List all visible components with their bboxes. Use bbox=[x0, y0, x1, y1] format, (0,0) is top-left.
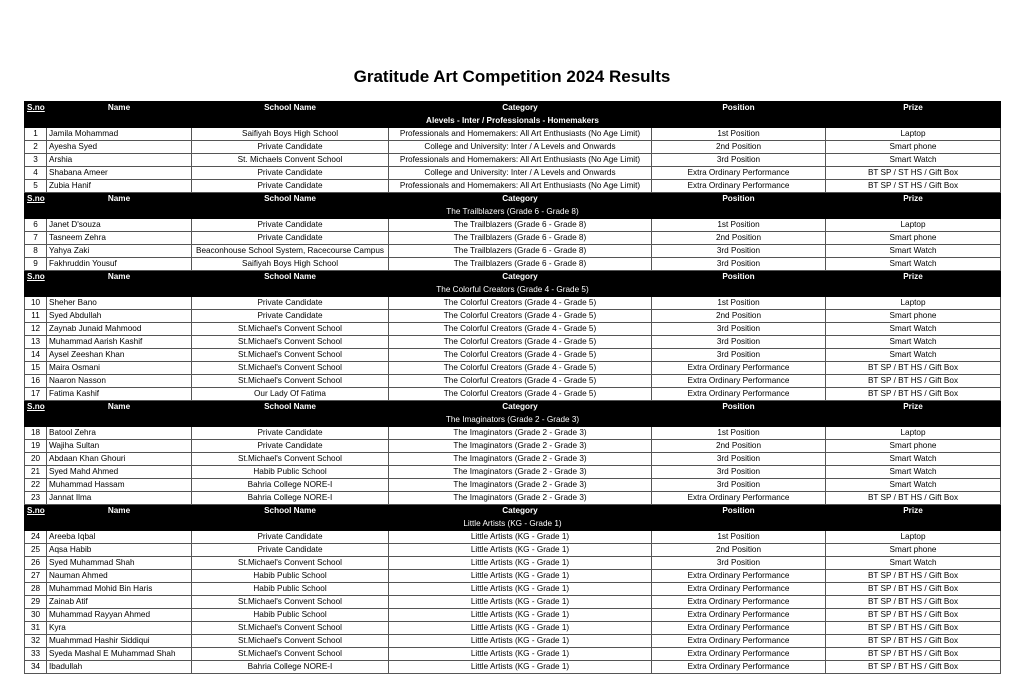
school-cell: Private Candidate bbox=[192, 440, 389, 453]
school-cell: St.Michael's Convent School bbox=[192, 362, 389, 375]
table-row bbox=[25, 453, 1001, 466]
category-cell: Little Artists (KG - Grade 1) bbox=[389, 648, 652, 661]
category-cell: The Colorful Creators (Grade 4 - Grade 5) bbox=[389, 375, 652, 388]
school-cell: Private Candidate bbox=[192, 167, 389, 180]
school-cell: Habib Public School bbox=[192, 570, 389, 583]
section-title: The Trailblazers (Grade 6 - Grade 8) bbox=[25, 206, 1001, 219]
column-header-category: Category bbox=[389, 193, 652, 206]
prize-cell: BT SP / BT HS / Gift Box bbox=[826, 648, 1001, 661]
table-row bbox=[25, 648, 1001, 661]
prize-cell: BT SP / BT HS / Gift Box bbox=[826, 375, 1001, 388]
prize-cell: Smart phone bbox=[826, 232, 1001, 245]
prize-cell: BT SP / BT HS / Gift Box bbox=[826, 583, 1001, 596]
table-row bbox=[25, 466, 1001, 479]
school-cell: Private Candidate bbox=[192, 180, 389, 193]
school-cell: Private Candidate bbox=[192, 544, 389, 557]
position-cell: Extra Ordinary Performance bbox=[652, 375, 826, 388]
school-cell: Habib Public School bbox=[192, 466, 389, 479]
school-cell: St.Michael's Convent School bbox=[192, 635, 389, 648]
prize-cell: Smart Watch bbox=[826, 557, 1001, 570]
position-cell: 3rd Position bbox=[652, 258, 826, 271]
column-header-position: Position bbox=[652, 505, 826, 518]
name-cell: Zaynab Junaid Mahmood bbox=[47, 323, 192, 336]
position-cell: 1st Position bbox=[652, 297, 826, 310]
category-cell: Little Artists (KG - Grade 1) bbox=[389, 609, 652, 622]
category-cell: The Colorful Creators (Grade 4 - Grade 5) bbox=[389, 349, 652, 362]
column-header-sno: S.no bbox=[25, 505, 47, 518]
school-cell: Saifiyah Boys High School bbox=[192, 258, 389, 271]
position-cell: 2nd Position bbox=[652, 232, 826, 245]
sno-cell: 15 bbox=[25, 362, 47, 375]
position-cell: Extra Ordinary Performance bbox=[652, 648, 826, 661]
sno-cell: 4 bbox=[25, 167, 47, 180]
name-cell: Fatima Kashif bbox=[47, 388, 192, 401]
column-header-school: School Name bbox=[192, 102, 389, 115]
name-cell: Jannat Ilma bbox=[47, 492, 192, 505]
name-cell: Muhammad Rayyan Ahmed bbox=[47, 609, 192, 622]
prize-cell: BT SP / BT HS / Gift Box bbox=[826, 622, 1001, 635]
category-cell: The Imaginators (Grade 2 - Grade 3) bbox=[389, 479, 652, 492]
table-row bbox=[25, 297, 1001, 310]
prize-cell: Smart Watch bbox=[826, 349, 1001, 362]
position-cell: Extra Ordinary Performance bbox=[652, 596, 826, 609]
name-cell: Abdaan Khan Ghouri bbox=[47, 453, 192, 466]
prize-cell: Smart Watch bbox=[826, 323, 1001, 336]
school-cell: Bahria College NORE-I bbox=[192, 479, 389, 492]
section-title-row bbox=[25, 284, 1001, 297]
name-cell: Nauman Ahmed bbox=[47, 570, 192, 583]
section-title: Little Artists (KG - Grade 1) bbox=[25, 518, 1001, 531]
name-cell: Naaron Nasson bbox=[47, 375, 192, 388]
name-cell: Syed Abdullah bbox=[47, 310, 192, 323]
column-header-sno: S.no bbox=[25, 193, 47, 206]
column-header-school: School Name bbox=[192, 271, 389, 284]
table-row bbox=[25, 336, 1001, 349]
name-cell: Syeda Mashal E Muhammad Shah bbox=[47, 648, 192, 661]
position-cell: Extra Ordinary Performance bbox=[652, 570, 826, 583]
sno-cell: 25 bbox=[25, 544, 47, 557]
table-row bbox=[25, 310, 1001, 323]
school-cell: St.Michael's Convent School bbox=[192, 375, 389, 388]
prize-cell: BT SP / BT HS / Gift Box bbox=[826, 609, 1001, 622]
prize-cell: Smart phone bbox=[826, 544, 1001, 557]
prize-cell: BT SP / BT HS / Gift Box bbox=[826, 596, 1001, 609]
position-cell: 3rd Position bbox=[652, 479, 826, 492]
name-cell: Batool Zehra bbox=[47, 427, 192, 440]
prize-cell: Smart phone bbox=[826, 440, 1001, 453]
sno-cell: 14 bbox=[25, 349, 47, 362]
prize-cell: Smart Watch bbox=[826, 245, 1001, 258]
school-cell: St.Michael's Convent School bbox=[192, 336, 389, 349]
name-cell: Maira Osmani bbox=[47, 362, 192, 375]
table-row bbox=[25, 583, 1001, 596]
column-header-position: Position bbox=[652, 401, 826, 414]
name-cell: Janet D'souza bbox=[47, 219, 192, 232]
section-title-row bbox=[25, 518, 1001, 531]
sno-cell: 11 bbox=[25, 310, 47, 323]
column-header-position: Position bbox=[652, 271, 826, 284]
category-cell: Little Artists (KG - Grade 1) bbox=[389, 570, 652, 583]
name-cell: Arshia bbox=[47, 154, 192, 167]
category-cell: The Imaginators (Grade 2 - Grade 3) bbox=[389, 492, 652, 505]
name-cell: Jamila Mohammad bbox=[47, 128, 192, 141]
table-row bbox=[25, 128, 1001, 141]
prize-cell: BT SP / BT HS / Gift Box bbox=[826, 492, 1001, 505]
position-cell: 3rd Position bbox=[652, 466, 826, 479]
column-header-sno: S.no bbox=[25, 401, 47, 414]
column-header-category: Category bbox=[389, 271, 652, 284]
school-cell: Bahria College NORE-I bbox=[192, 661, 389, 674]
column-header-row bbox=[25, 505, 1001, 518]
column-header-school: School Name bbox=[192, 193, 389, 206]
table-row bbox=[25, 219, 1001, 232]
position-cell: Extra Ordinary Performance bbox=[652, 583, 826, 596]
column-header-prize: Prize bbox=[826, 102, 1001, 115]
column-header-name: Name bbox=[47, 271, 192, 284]
column-header-name: Name bbox=[47, 401, 192, 414]
school-cell: Private Candidate bbox=[192, 310, 389, 323]
column-header-school: School Name bbox=[192, 401, 389, 414]
position-cell: Extra Ordinary Performance bbox=[652, 609, 826, 622]
section-title-row bbox=[25, 115, 1001, 128]
prize-cell: Smart Watch bbox=[826, 479, 1001, 492]
name-cell: Muhammad Aarish Kashif bbox=[47, 336, 192, 349]
prize-cell: Smart phone bbox=[826, 141, 1001, 154]
prize-cell: BT SP / BT HS / Gift Box bbox=[826, 570, 1001, 583]
position-cell: Extra Ordinary Performance bbox=[652, 362, 826, 375]
prize-cell: Smart Watch bbox=[826, 258, 1001, 271]
table-row bbox=[25, 167, 1001, 180]
name-cell: Wajiha Sultan bbox=[47, 440, 192, 453]
school-cell: St.Michael's Convent School bbox=[192, 349, 389, 362]
sno-cell: 32 bbox=[25, 635, 47, 648]
position-cell: 2nd Position bbox=[652, 440, 826, 453]
column-header-name: Name bbox=[47, 102, 192, 115]
table-row bbox=[25, 141, 1001, 154]
table-row bbox=[25, 375, 1001, 388]
sno-cell: 18 bbox=[25, 427, 47, 440]
page-title: Gratitude Art Competition 2024 Results bbox=[353, 67, 671, 86]
name-cell: Muahmmad Hashir Siddiqui bbox=[47, 635, 192, 648]
table-row bbox=[25, 232, 1001, 245]
category-cell: College and University: Inter / A Levels and Onwards bbox=[389, 141, 652, 154]
table-row bbox=[25, 544, 1001, 557]
position-cell: 3rd Position bbox=[652, 154, 826, 167]
category-cell: Little Artists (KG - Grade 1) bbox=[389, 583, 652, 596]
column-header-name: Name bbox=[47, 193, 192, 206]
column-header-name: Name bbox=[47, 505, 192, 518]
sno-cell: 28 bbox=[25, 583, 47, 596]
name-cell: Shabana Ameer bbox=[47, 167, 192, 180]
category-cell: The Colorful Creators (Grade 4 - Grade 5) bbox=[389, 388, 652, 401]
sno-cell: 17 bbox=[25, 388, 47, 401]
name-cell: Muhammad Hassam bbox=[47, 479, 192, 492]
prize-cell: BT SP / ST HS / Gift Box bbox=[826, 167, 1001, 180]
name-cell: Ayesha Syed bbox=[47, 141, 192, 154]
category-cell: College and University: Inter / A Levels and Onwards bbox=[389, 167, 652, 180]
name-cell: Sheher Bano bbox=[47, 297, 192, 310]
position-cell: 3rd Position bbox=[652, 245, 826, 258]
column-header-row bbox=[25, 271, 1001, 284]
school-cell: Saifiyah Boys High School bbox=[192, 128, 389, 141]
sno-cell: 26 bbox=[25, 557, 47, 570]
sno-cell: 23 bbox=[25, 492, 47, 505]
position-cell: 3rd Position bbox=[652, 453, 826, 466]
position-cell: 3rd Position bbox=[652, 323, 826, 336]
column-header-sno: S.no bbox=[25, 102, 47, 115]
table-row bbox=[25, 492, 1001, 505]
prize-cell: BT SP / BT HS / Gift Box bbox=[826, 661, 1001, 674]
name-cell: Muhammad Mohid Bin Haris bbox=[47, 583, 192, 596]
prize-cell: Laptop bbox=[826, 219, 1001, 232]
position-cell: 1st Position bbox=[652, 531, 826, 544]
category-cell: The Trailblazers (Grade 6 - Grade 8) bbox=[389, 258, 652, 271]
prize-cell: Smart Watch bbox=[826, 453, 1001, 466]
school-cell: St.Michael's Convent School bbox=[192, 557, 389, 570]
name-cell: Tasneem Zehra bbox=[47, 232, 192, 245]
table-row bbox=[25, 362, 1001, 375]
table-row bbox=[25, 531, 1001, 544]
category-cell: The Colorful Creators (Grade 4 - Grade 5) bbox=[389, 362, 652, 375]
position-cell: 1st Position bbox=[652, 128, 826, 141]
prize-cell: BT SP / BT HS / Gift Box bbox=[826, 362, 1001, 375]
table-row bbox=[25, 635, 1001, 648]
category-cell: The Imaginators (Grade 2 - Grade 3) bbox=[389, 440, 652, 453]
position-cell: 3rd Position bbox=[652, 557, 826, 570]
category-cell: Little Artists (KG - Grade 1) bbox=[389, 661, 652, 674]
school-cell: Beaconhouse School System, Racecourse Campus bbox=[192, 245, 389, 258]
sno-cell: 6 bbox=[25, 219, 47, 232]
name-cell: Aqsa Habib bbox=[47, 544, 192, 557]
school-cell: St.Michael's Convent School bbox=[192, 453, 389, 466]
category-cell: Little Artists (KG - Grade 1) bbox=[389, 635, 652, 648]
section-title: The Colorful Creators (Grade 4 - Grade 5) bbox=[25, 284, 1001, 297]
sno-cell: 3 bbox=[25, 154, 47, 167]
results-table-body bbox=[25, 102, 1001, 674]
sno-cell: 10 bbox=[25, 297, 47, 310]
category-cell: Professionals and Homemakers: All Art Enthusiasts (No Age Limit) bbox=[389, 128, 652, 141]
column-header-school: School Name bbox=[192, 505, 389, 518]
position-cell: 3rd Position bbox=[652, 336, 826, 349]
table-row bbox=[25, 609, 1001, 622]
prize-cell: Smart Watch bbox=[826, 466, 1001, 479]
sno-cell: 21 bbox=[25, 466, 47, 479]
section-title-row bbox=[25, 414, 1001, 427]
table-row bbox=[25, 323, 1001, 336]
sno-cell: 7 bbox=[25, 232, 47, 245]
category-cell: The Trailblazers (Grade 6 - Grade 8) bbox=[389, 245, 652, 258]
category-cell: Professionals and Homemakers: All Art Enthusiasts (No Age Limit) bbox=[389, 180, 652, 193]
sno-cell: 12 bbox=[25, 323, 47, 336]
position-cell: Extra Ordinary Performance bbox=[652, 622, 826, 635]
school-cell: St.Michael's Convent School bbox=[192, 323, 389, 336]
category-cell: The Trailblazers (Grade 6 - Grade 8) bbox=[389, 232, 652, 245]
name-cell: Fakhruddin Yousuf bbox=[47, 258, 192, 271]
table-row bbox=[25, 479, 1001, 492]
name-cell: Yahya Zaki bbox=[47, 245, 192, 258]
table-row bbox=[25, 349, 1001, 362]
category-cell: The Colorful Creators (Grade 4 - Grade 5) bbox=[389, 323, 652, 336]
column-header-prize: Prize bbox=[826, 401, 1001, 414]
school-cell: St.Michael's Convent School bbox=[192, 648, 389, 661]
school-cell: Private Candidate bbox=[192, 232, 389, 245]
table-row bbox=[25, 557, 1001, 570]
category-cell: The Trailblazers (Grade 6 - Grade 8) bbox=[389, 219, 652, 232]
school-cell: Private Candidate bbox=[192, 427, 389, 440]
table-row bbox=[25, 245, 1001, 258]
column-header-category: Category bbox=[389, 505, 652, 518]
position-cell: 3rd Position bbox=[652, 349, 826, 362]
sno-cell: 5 bbox=[25, 180, 47, 193]
school-cell: Our Lady Of Fatima bbox=[192, 388, 389, 401]
school-cell: Bahria College NORE-I bbox=[192, 492, 389, 505]
table-row bbox=[25, 388, 1001, 401]
name-cell: Zubia Hanif bbox=[47, 180, 192, 193]
name-cell: Ibadullah bbox=[47, 661, 192, 674]
category-cell: Professionals and Homemakers: All Art Enthusiasts (No Age Limit) bbox=[389, 154, 652, 167]
column-header-row bbox=[25, 102, 1001, 115]
column-header-position: Position bbox=[652, 193, 826, 206]
column-header-category: Category bbox=[389, 102, 652, 115]
column-header-sno: S.no bbox=[25, 271, 47, 284]
position-cell: Extra Ordinary Performance bbox=[652, 661, 826, 674]
category-cell: Little Artists (KG - Grade 1) bbox=[389, 557, 652, 570]
school-cell: Private Candidate bbox=[192, 141, 389, 154]
prize-cell: Laptop bbox=[826, 297, 1001, 310]
sno-cell: 34 bbox=[25, 661, 47, 674]
category-cell: The Imaginators (Grade 2 - Grade 3) bbox=[389, 453, 652, 466]
name-cell: Syed Mahd Ahmed bbox=[47, 466, 192, 479]
sno-cell: 8 bbox=[25, 245, 47, 258]
position-cell: Extra Ordinary Performance bbox=[652, 167, 826, 180]
school-cell: St.Michael's Convent School bbox=[192, 596, 389, 609]
prize-cell: Smart phone bbox=[826, 310, 1001, 323]
sno-cell: 30 bbox=[25, 609, 47, 622]
table-row bbox=[25, 596, 1001, 609]
position-cell: Extra Ordinary Performance bbox=[652, 492, 826, 505]
name-cell: Zainab Atif bbox=[47, 596, 192, 609]
section-title: The Imaginators (Grade 2 - Grade 3) bbox=[25, 414, 1001, 427]
school-cell: Private Candidate bbox=[192, 219, 389, 232]
school-cell: St. Michaels Convent School bbox=[192, 154, 389, 167]
column-header-position: Position bbox=[652, 102, 826, 115]
category-cell: Little Artists (KG - Grade 1) bbox=[389, 531, 652, 544]
column-header-row bbox=[25, 401, 1001, 414]
school-cell: St.Michael's Convent School bbox=[192, 622, 389, 635]
column-header-prize: Prize bbox=[826, 193, 1001, 206]
school-cell: Private Candidate bbox=[192, 297, 389, 310]
position-cell: Extra Ordinary Performance bbox=[652, 388, 826, 401]
name-cell: Areeba Iqbal bbox=[47, 531, 192, 544]
results-table bbox=[24, 101, 1001, 674]
column-header-prize: Prize bbox=[826, 271, 1001, 284]
prize-cell: BT SP / BT HS / Gift Box bbox=[826, 388, 1001, 401]
column-header-category: Category bbox=[389, 401, 652, 414]
category-cell: Little Artists (KG - Grade 1) bbox=[389, 622, 652, 635]
position-cell: 2nd Position bbox=[652, 310, 826, 323]
position-cell: Extra Ordinary Performance bbox=[652, 180, 826, 193]
sno-cell: 16 bbox=[25, 375, 47, 388]
table-row bbox=[25, 440, 1001, 453]
sno-cell: 24 bbox=[25, 531, 47, 544]
table-row bbox=[25, 661, 1001, 674]
position-cell: 2nd Position bbox=[652, 544, 826, 557]
sno-cell: 9 bbox=[25, 258, 47, 271]
prize-cell: BT SP / BT HS / Gift Box bbox=[826, 635, 1001, 648]
name-cell: Kyra bbox=[47, 622, 192, 635]
category-cell: Little Artists (KG - Grade 1) bbox=[389, 596, 652, 609]
position-cell: Extra Ordinary Performance bbox=[652, 635, 826, 648]
school-cell: Habib Public School bbox=[192, 609, 389, 622]
prize-cell: Smart Watch bbox=[826, 336, 1001, 349]
prize-cell: Smart Watch bbox=[826, 154, 1001, 167]
position-cell: 1st Position bbox=[652, 427, 826, 440]
prize-cell: Laptop bbox=[826, 531, 1001, 544]
sno-cell: 33 bbox=[25, 648, 47, 661]
category-cell: The Colorful Creators (Grade 4 - Grade 5) bbox=[389, 336, 652, 349]
prize-cell: Laptop bbox=[826, 427, 1001, 440]
section-title: Alevels - Inter / Professionals - Homemakers bbox=[25, 115, 1001, 128]
sno-cell: 2 bbox=[25, 141, 47, 154]
category-cell: The Imaginators (Grade 2 - Grade 3) bbox=[389, 427, 652, 440]
category-cell: The Colorful Creators (Grade 4 - Grade 5) bbox=[389, 310, 652, 323]
sno-cell: 31 bbox=[25, 622, 47, 635]
table-row bbox=[25, 258, 1001, 271]
column-header-prize: Prize bbox=[826, 505, 1001, 518]
sno-cell: 13 bbox=[25, 336, 47, 349]
section-title-row bbox=[25, 206, 1001, 219]
column-header-row bbox=[25, 193, 1001, 206]
table-row bbox=[25, 154, 1001, 167]
name-cell: Syed Muhammad Shah bbox=[47, 557, 192, 570]
sno-cell: 29 bbox=[25, 596, 47, 609]
table-row bbox=[25, 570, 1001, 583]
position-cell: 2nd Position bbox=[652, 141, 826, 154]
category-cell: The Colorful Creators (Grade 4 - Grade 5) bbox=[389, 297, 652, 310]
sno-cell: 22 bbox=[25, 479, 47, 492]
name-cell: Aysel Zeeshan Khan bbox=[47, 349, 192, 362]
sno-cell: 1 bbox=[25, 128, 47, 141]
prize-cell: BT SP / ST HS / Gift Box bbox=[826, 180, 1001, 193]
table-row bbox=[25, 427, 1001, 440]
sno-cell: 20 bbox=[25, 453, 47, 466]
school-cell: Private Candidate bbox=[192, 531, 389, 544]
table-row bbox=[25, 622, 1001, 635]
category-cell: The Imaginators (Grade 2 - Grade 3) bbox=[389, 466, 652, 479]
sno-cell: 19 bbox=[25, 440, 47, 453]
table-row bbox=[25, 180, 1001, 193]
school-cell: Habib Public School bbox=[192, 583, 389, 596]
category-cell: Little Artists (KG - Grade 1) bbox=[389, 544, 652, 557]
prize-cell: Laptop bbox=[826, 128, 1001, 141]
sno-cell: 27 bbox=[25, 570, 47, 583]
position-cell: 1st Position bbox=[652, 219, 826, 232]
